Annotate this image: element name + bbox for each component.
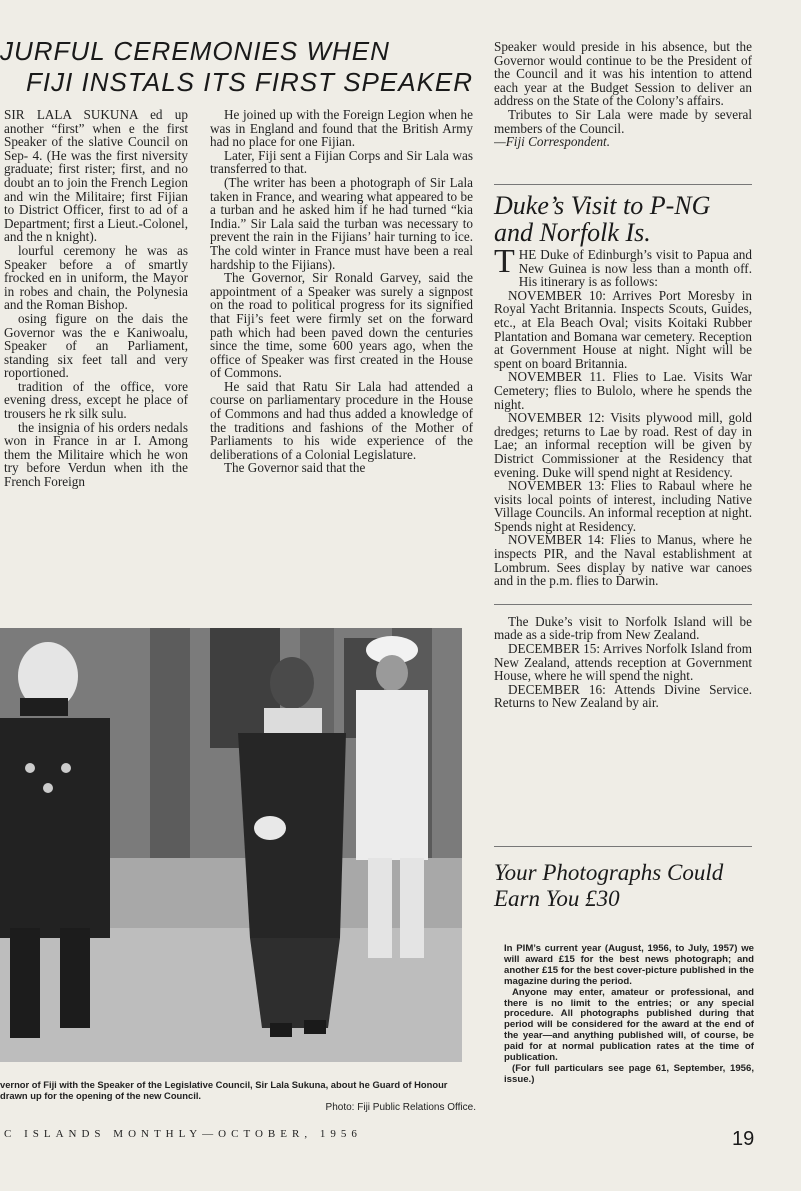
- photo-illustration: [0, 628, 462, 1062]
- photo-contest-notice: [504, 944, 754, 1144]
- itinerary-item: NOVEMBER 13: Flies to Rabaul where he visits local points of interest, including Native Village Councils. An informal reception at night. Spends night at Residency.: [494, 478, 752, 534]
- photo-contest-title: Your Photographs Could Earn You £30: [494, 860, 724, 911]
- divider: [494, 846, 752, 847]
- headline-line-1: JURFUL CEREMONIES WHEN: [0, 36, 390, 66]
- article-column-1: [4, 108, 188, 600]
- paragraph: The Governor, Sir Ronald Garvey, said the appointment of a Speaker was surely a signpost on the road to political progress for its signified that Fiji’s feet were firmly set on the forward path which had been paved down the centuries since the time, some 600 years ago, when the office of Speaker was first created in the House of Commons.: [210, 270, 473, 381]
- paragraph: (For full particulars see page 61, September, 1956, issue.): [504, 1062, 754, 1085]
- running-footer: C ISLANDS MONTHLY—OCTOBER, 1956: [4, 1128, 362, 1140]
- page-number: 19: [732, 1128, 755, 1150]
- norfolk-item: DECEMBER 16: Attends Divine Service. Returns to New Zealand by air.: [494, 681, 752, 711]
- paragraph: lourful ceremony he was as Speaker before a of smartly frocked en in uniform, the Mayor in robes and chain, the Polynesia and the Roman Bishop.: [4, 242, 188, 313]
- paragraph: The Governor said that the: [224, 460, 366, 476]
- paragraph: He joined up with the Foreign Legion when he was in England and found that the British Army had no place for one Fijian.: [210, 108, 473, 150]
- paragraph: osing figure on the dais the Governor was the e Kaniwoalu, Speaker of an Parliament, standing six feet tall and very roportioned.: [4, 310, 188, 381]
- caption-text: vernor of Fiji with the Speaker of the Legislative Council, Sir Lala Sukuna, about he Guard of Honour drawn up for the opening of the new Council.: [0, 1079, 448, 1102]
- paragraph: SIR LALA SUKUNA ed up another “first” when e the first Speaker of the slative Council on Sep- 4. (He was the first niversity graduate; first rister; first, and no doubt an to join the French Legion and win the Militaire; first Fijian to District Officer, first to ad of a Department; first a Lieut.-Colonel, and the n knight).: [4, 108, 188, 245]
- headline-line-2: FIJI INSTALS ITS FIRST SPEAKER: [26, 67, 474, 97]
- norfolk-item: DECEMBER 15: Arrives Norfolk Island from New Zealand, attends reception at Government House, where he will spend the night.: [494, 641, 752, 684]
- paragraph: the insignia of his orders nedals won in France in ar I. Among them the Militaire which he won try before Verdun when ith the French Foreign: [4, 419, 188, 490]
- paragraph: Later, Fiji sent a Fijian Corps and Sir Lala was transferred to that.: [210, 147, 473, 177]
- itinerary-item: NOVEMBER 11. Flies to Lae. Visits War Cemetery; flies to Bulolo, where he spends the night.: [494, 369, 752, 412]
- duke-visit-title: Duke’s Visit to P-NG and Norfolk Is.: [494, 191, 711, 247]
- paragraph: Speaker would preside in his absence, but the Governor would continue to be the President of the Council and it was his intention to attend each year at the Budget Session to deliver an address on the State of the Colony’s affairs.: [494, 40, 752, 109]
- article-column-2: [210, 108, 473, 616]
- drop-cap: T: [494, 248, 515, 280]
- paragraph: He said that Ratu Sir Lala had attended a course on parliamentary procedure in the House of Commons and had thus added a knowledge of the traditions and fashions of the Mother of Parliaments to his wide experience of the deliberations of a Colonial Legislature.: [210, 378, 473, 462]
- divider: [494, 588, 752, 605]
- ceremony-photograph: [0, 628, 462, 1062]
- paragraph: (The writer has been a photograph of Sir Lala taken in France, and wearing what appeared to be a turban and he asked him if he had turned “kia India.” Sir Lala said the turban was necessary to prevent the rain in the Fijians’ hair turning to ice. The cold winter in France must have been a real hardship to the Fijians).: [210, 174, 473, 272]
- paragraph: In PIM’s current year (August, 1956, to July, 1957) we will award £15 for the best news photograph; and another £15 for the best cover-picture published in the magazine during the period.: [504, 944, 754, 987]
- itinerary-item: NOVEMBER 12: Visits plywood mill, gold dredges; returns to Lae by road. Rest of day in Lae; an informal reception will be given by District Commissioner at the Residency that evening. Duke will spend night at Residency.: [494, 410, 752, 480]
- duke-intro: THE Duke of Edinburgh’s visit to Papua and New Guinea is now less than a month off. His itinerary is as follows:: [494, 248, 752, 290]
- photo-credit: Photo: Fiji Public Relations Office.: [325, 1101, 476, 1113]
- paragraph: Tributes to Sir Lala were made by several members of the Council.: [494, 106, 752, 136]
- norfolk-item: The Duke’s visit to Norfolk Island will be made as a side-trip from New Zealand.: [494, 613, 752, 643]
- byline: —Fiji Correspondent.: [494, 134, 611, 150]
- duke-visit-article: [494, 248, 752, 848]
- headline: [0, 36, 490, 98]
- divider: [494, 184, 752, 185]
- photo-caption: [0, 1079, 476, 1113]
- paragraph: tradition of the office, vore evening dress, except he place of trousers he rk silk sulu.: [4, 378, 188, 422]
- paragraph: Anyone may enter, amateur or professional, and there is no limit to the entries; or any special procedure. All photographs published during that period will be considered for the award at the end of the year—and anything published will, of course, be paid for at normal publication rates at the time of publication.: [504, 986, 754, 1064]
- itinerary-item: NOVEMBER 10: Arrives Port Moresby in Royal Yacht Britannia. Inspects Scouts, Guides, etc., at Ela Beach Oval; visits Koitaki Rubber Plantation and Bomana war cemetery. Reception at Government House at night. Night will be spent on board Britannia.: [494, 287, 752, 371]
- itinerary-item: NOVEMBER 14: Flies to Manus, where he inspects PIR, and the Naval establishment at Lombrum. Sees display by native war canoes and in the p.m. flies to Darwin.: [494, 532, 752, 589]
- article-column-3: [494, 40, 752, 180]
